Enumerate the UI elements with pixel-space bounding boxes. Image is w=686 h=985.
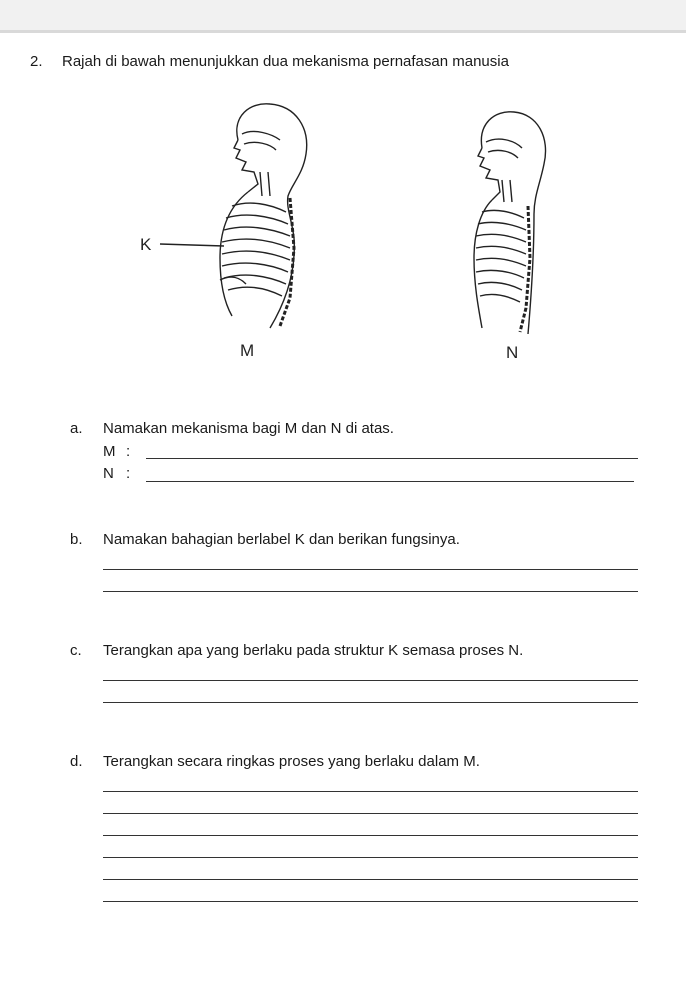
answer-label-n: N <box>103 465 114 482</box>
part-d-question: Terangkan secara ringkas proses yang berlaku dalam M. <box>103 753 480 770</box>
answer-line-d5[interactable] <box>103 879 638 880</box>
top-divider <box>0 30 686 33</box>
answer-line-m[interactable] <box>146 458 638 459</box>
answer-line-b2[interactable] <box>103 591 638 592</box>
figure-m <box>160 104 307 328</box>
breathing-diagram <box>120 88 590 378</box>
part-c-question: Terangkan apa yang berlaku pada struktur K semasa proses N. <box>103 642 524 659</box>
answer-line-c1[interactable] <box>103 680 638 681</box>
part-b-question: Namakan bahagian berlabel K dan berikan fungsinya. <box>103 531 460 548</box>
part-b-letter: b. <box>70 531 83 548</box>
answer-colon-m: : <box>126 443 131 460</box>
part-a-question: Namakan mekanisma bagi M dan N di atas. <box>103 420 394 437</box>
answer-line-b1[interactable] <box>103 569 638 570</box>
answer-line-c2[interactable] <box>103 702 638 703</box>
answer-line-d2[interactable] <box>103 813 638 814</box>
label-k: K <box>140 235 152 254</box>
answer-line-d3[interactable] <box>103 835 638 836</box>
top-bar <box>0 0 686 30</box>
part-c-letter: c. <box>70 642 82 659</box>
question-number: 2. <box>30 53 43 70</box>
question-title: Rajah di bawah menunjukkan dua mekanisma pernafasan manusia <box>62 53 509 70</box>
figure-n <box>474 112 546 334</box>
answer-colon-n: : <box>126 465 131 482</box>
answer-label-m: M <box>103 443 116 460</box>
part-a-letter: a. <box>70 420 83 437</box>
part-d-letter: d. <box>70 753 83 770</box>
answer-line-d4[interactable] <box>103 857 638 858</box>
answer-line-d6[interactable] <box>103 901 638 902</box>
label-m: M <box>240 341 255 360</box>
answer-line-n[interactable] <box>146 481 634 482</box>
label-n: N <box>506 343 519 362</box>
answer-line-d1[interactable] <box>103 791 638 792</box>
